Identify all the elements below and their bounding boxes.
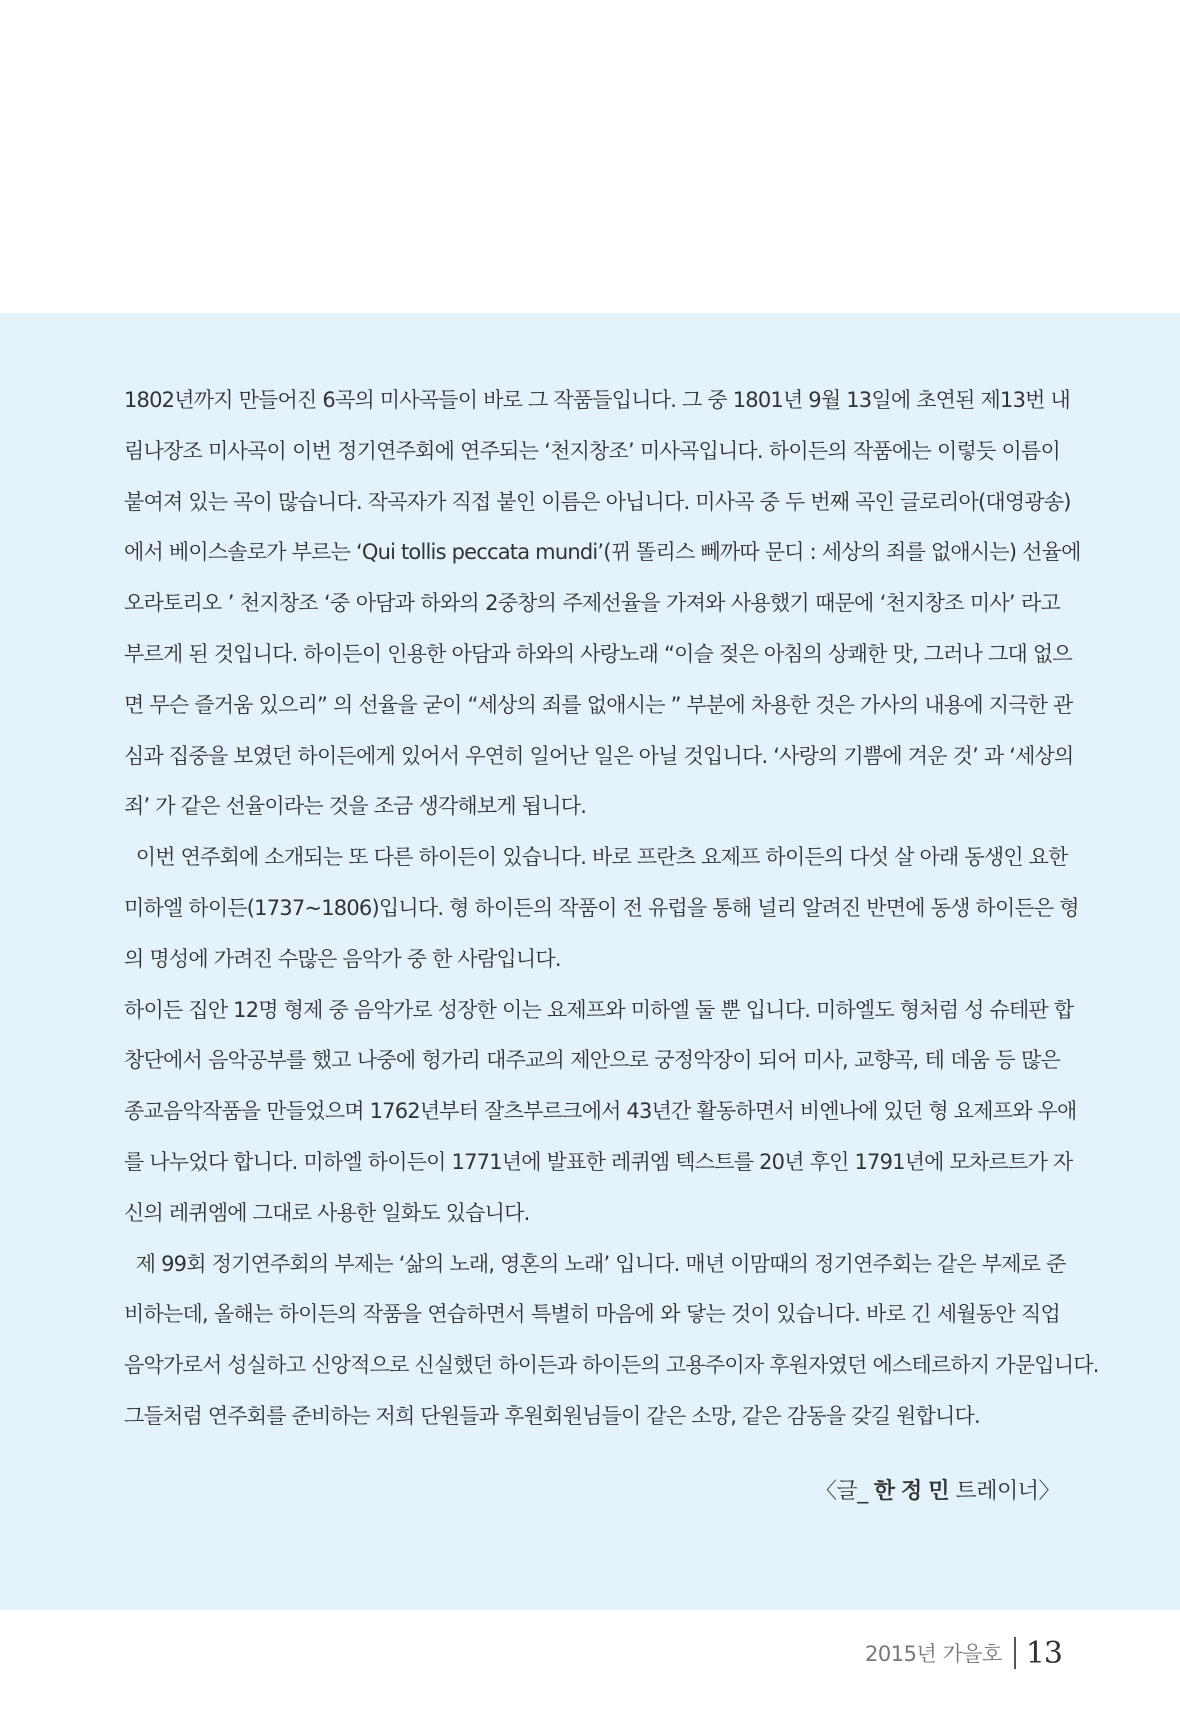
article-line: 제 99회 정기연주회의 부제는 ‘삶의 노래, 영혼의 노래’ 입니다. 매년 이맘때의 정기연주회는 같은 부제로 준 (124, 1251, 1066, 1276)
article-line: 창단에서 음악공부를 했고 나중에 헝가리 대주교의 제안으로 궁정악장이 되어 미사, 교향곡, 테 데움 등 많은 (124, 1048, 1060, 1073)
article-line: 죄’ 가 같은 선율이라는 것을 조금 생각해보게 됩니다. (124, 794, 587, 819)
byline-prefix: 〈글_ (814, 1479, 868, 1504)
article-line: 에서 베이스솔로가 부르는 ‘Qui tollis peccata mundi’(뀌 똘리스 뻬까따 문디 : 세상의 죄를 없애시는) 선율에 (124, 540, 1081, 565)
article-line: 림나장조 미사곡이 이번 정기연주회에 연주되는 ‘천지창조’ 미사곡입니다. 하이든의 작품에는 이렇듯 이름이 (124, 438, 1060, 463)
article-line: 하이든 집안 12명 형제 중 음악가로 성장한 이는 요제프와 미하엘 둘 뿐 입니다. 미하엘도 형처럼 성 슈테판 합 (124, 997, 1074, 1022)
article-line: 종교음악작품을 만들었으며 1762년부터 잘츠부르크에서 43년간 활동하면서 비엔나에 있던 형 요제프와 우애 (124, 1099, 1077, 1124)
article-line: 의 명성에 가려진 수많은 음악가 중 한 사람입니다. (124, 946, 561, 971)
article-line: 심과 집중을 보였던 하이든에게 있어서 우연히 일어난 일은 아닐 것입니다. ‘사랑의 기쁨에 겨운 것’ 과 ‘세상의 (124, 743, 1074, 768)
article-line: 비하는데, 올해는 하이든의 작품을 연습하면서 특별히 마음에 와 닿는 것이 있습니다. 바로 긴 세월동안 직업 (124, 1302, 1060, 1327)
article-line: 1802년까지 만들어진 6곡의 미사곡들이 바로 그 작품들입니다. 그 중 1801년 9월 13일에 초연된 제13번 내 (124, 388, 1070, 412)
author-byline (815, 1474, 1060, 1505)
article-body (124, 375, 1099, 1442)
article-line: 그들처럼 연주회를 준비하는 저희 단원들과 후원회원님들이 같은 소망, 같은 감동을 갖길 원합니다. (124, 1403, 980, 1428)
author-name: 한정민 (873, 1479, 956, 1504)
footer-divider (1014, 1637, 1016, 1669)
page-number: 13 (1025, 1635, 1062, 1671)
article-line: 붙여져 있는 곡이 많습니다. 작곡자가 직접 붙인 이름은 아닙니다. 미사곡 중 두 번째 곡인 글로리아(대영광송) (124, 489, 1071, 514)
article-line: 를 나누었다 합니다. 미하엘 하이든이 1771년에 발표한 레퀴엠 텍스트를 20년 후인 1791년에 모차르트가 자 (124, 1149, 1073, 1174)
article-line: 신의 레퀴엠에 그대로 사용한 일화도 있습니다. (124, 1200, 530, 1225)
article-line: 음악가로서 성실하고 신앙적으로 신실했던 하이든과 하이든의 고용주이자 후원자였던 에스테르하지 가문입니다. (124, 1353, 1099, 1378)
article-line: 면 무슨 즐거움 있으리” 의 선율을 굳이 “세상의 죄를 없애시는 ” 부분에 차용한 것은 가사의 내용에 지극한 관 (124, 692, 1073, 717)
issue-label: 2015년 가을호 (865, 1642, 1002, 1666)
article-line: 미하엘 하이든(1737~1806)입니다. 형 하이든의 작품이 전 유럽을 통해 널리 알려진 반면에 동생 하이든은 형 (124, 895, 1079, 920)
article-line: 이번 연주회에 소개되는 또 다른 하이든이 있습니다. 바로 프란츠 요제프 하이든의 다섯 살 아래 동생인 요한 (124, 845, 1068, 870)
article-line: 부르게 된 것입니다. 하이든이 인용한 아담과 하와의 사랑노래 “이슬 젖은 아침의 상쾌한 맛, 그러나 그대 없으 (124, 641, 1072, 666)
blank-header-area (0, 0, 1180, 313)
byline-suffix: 트레이너〉 (955, 1479, 1060, 1504)
page-footer (865, 1632, 1062, 1674)
article-line: 오라토리오 ’ 천지창조 ‘중 아담과 하와의 2중창의 주제선율을 가져와 사용했기 때문에 ‘천지창조 미사’ 라고 (124, 591, 1060, 616)
